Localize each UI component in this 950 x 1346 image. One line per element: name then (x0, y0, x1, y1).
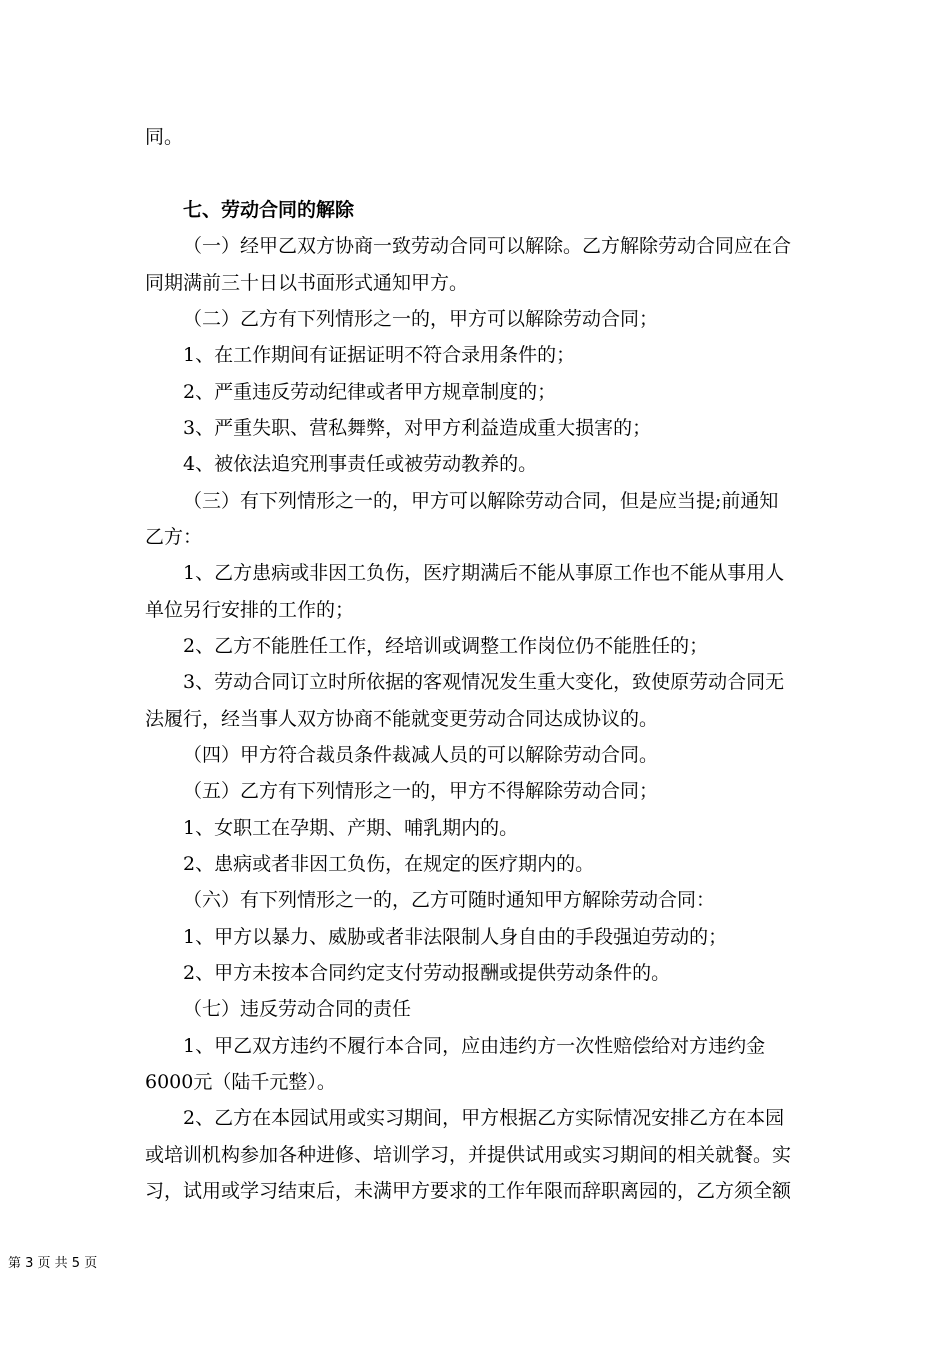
text-line: 1、女职工在孕期、产期、哺乳期内的。 (183, 817, 519, 839)
text-line: （三）有下列情形之一的，甲方可以解除劳动合同，但是应当提;前通知 (183, 490, 779, 512)
text-line: 3、严重失职、营私舞弊，对甲方利益造成重大损害的； (183, 417, 652, 439)
text-line: 同。 (145, 126, 184, 148)
text-line: 1、乙方患病或非因工负伤，医疗期满后不能从事原工作也不能从事用人 (183, 562, 785, 584)
text-line: 4、被依法追究刑事责任或被劳动教养的。 (183, 453, 538, 475)
text-line: （四）甲方符合裁员条件裁减人员的可以解除劳动合同。 (183, 744, 659, 766)
text-line: 6000元（陆千元整）。 (145, 1071, 336, 1093)
text-line: 单位另行安排的工作的； (145, 599, 355, 621)
text-line: 1、在工作期间有证据证明不符合录用条件的； (183, 344, 576, 366)
text-line: （六）有下列情形之一的，乙方可随时通知甲方解除劳动合同： (183, 889, 716, 911)
text-line: 2、甲方未按本合同约定支付劳动报酬或提供劳动条件的。 (183, 962, 671, 984)
text-line: 乙方： (145, 526, 203, 548)
section-heading: 七、劳动合同的解除 (183, 199, 355, 221)
text-line: 同期满前三十日以书面形式通知甲方。 (145, 272, 469, 294)
text-line: 2、乙方不能胜任工作，经培训或调整工作岗位仍不能胜任的； (183, 635, 709, 657)
text-line: 或培训机构参加各种进修、培训学习，并提供试用或实习期间的相关就餐。实 (145, 1144, 792, 1166)
text-line: 2、患病或者非因工负伤，在规定的医疗期内的。 (183, 853, 595, 875)
text-line: （一）经甲乙双方协商一致劳动合同可以解除。乙方解除劳动合同应在合 (183, 235, 792, 257)
text-line: 2、乙方在本园试用或实习期间，甲方根据乙方实际情况安排乙方在本园 (183, 1107, 785, 1129)
text-line: 2、严重违反劳动纪律或者甲方规章制度的； (183, 381, 557, 403)
text-line: 1、甲方以暴力、威胁或者非法限制人身自由的手段强迫劳动的； (183, 926, 728, 948)
text-line: 习，试用或学习结束后，未满甲方要求的工作年限而辞职离园的，乙方须全额 (145, 1180, 792, 1202)
text-line: （五）乙方有下列情形之一的，甲方不得解除劳动合同； (183, 780, 659, 802)
text-line: （二）乙方有下列情形之一的，甲方可以解除劳动合同； (183, 308, 659, 330)
text-line: 法履行，经当事人双方协商不能就变更劳动合同达成协议的。 (145, 708, 659, 730)
text-line: （七）违反劳动合同的责任 (183, 998, 412, 1020)
text-line: 3、劳动合同订立时所依据的客观情况发生重大变化，致使原劳动合同无 (183, 671, 785, 693)
page-number: 第 3 页 共 5 页 (8, 1256, 98, 1271)
text-line: 1、甲乙双方违约不履行本合同，应由违约方一次性赔偿给对方违约金 (183, 1035, 766, 1057)
